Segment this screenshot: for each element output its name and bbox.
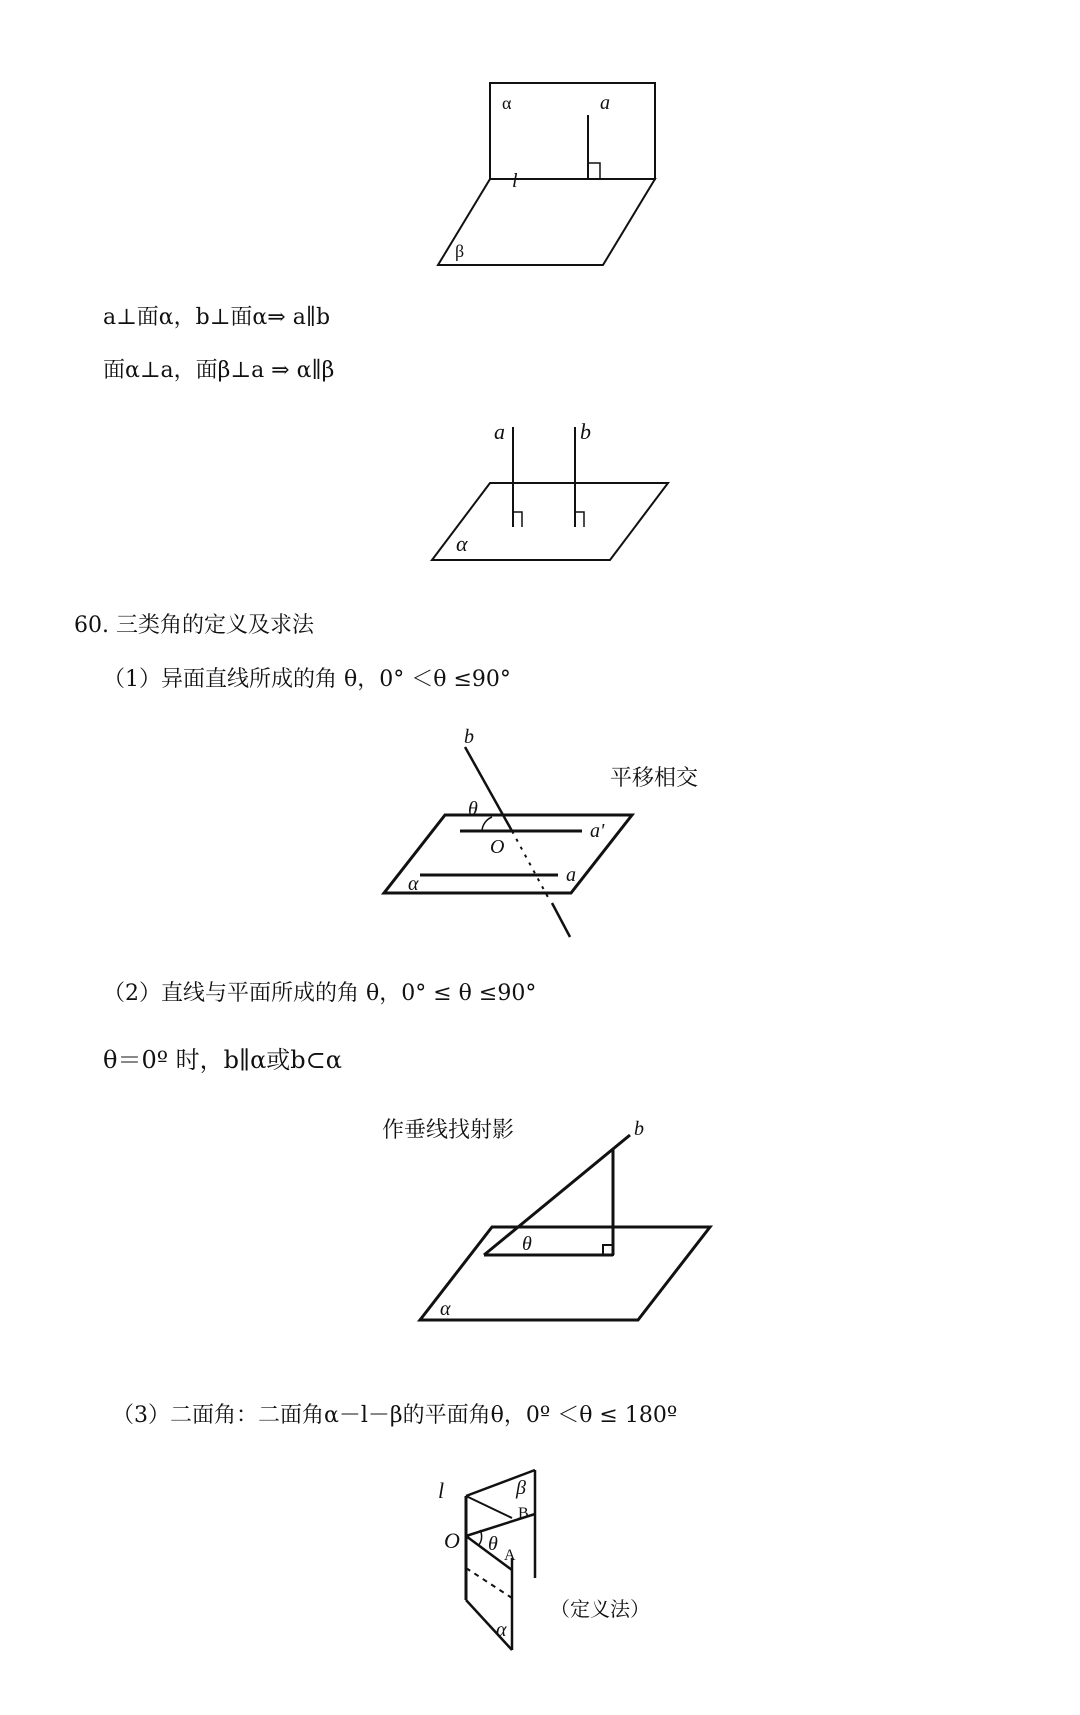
plane-alpha-rect — [490, 83, 655, 179]
label-theta: θ — [468, 798, 478, 820]
theorem-line-1: a⊥面α，b⊥面α⇒ a∥b — [103, 305, 331, 330]
label-O: O — [444, 1528, 460, 1553]
label-A: A — [504, 1547, 516, 1564]
right-angle-mark — [588, 163, 600, 179]
item-2-line-plane-angle: （2）直线与平面所成的角 θ，0° ≤ θ ≤90° — [103, 981, 537, 1006]
right-angle-mark-a — [513, 512, 522, 527]
figure-line-plane-angle — [380, 1105, 720, 1340]
plane-alpha — [420, 1227, 710, 1320]
angle-arc — [482, 817, 492, 831]
label-O: O — [490, 836, 505, 858]
label-l: l — [512, 170, 518, 192]
caption: 平移相交 — [610, 766, 699, 791]
label-beta: β — [516, 1477, 526, 1499]
hidden-edge — [466, 1568, 512, 1598]
right-angle-mark-b — [575, 512, 584, 527]
label-a: a — [494, 419, 505, 444]
line-b-lower — [552, 903, 570, 937]
plane-beta — [438, 179, 655, 265]
label-beta: β — [455, 241, 465, 261]
item-3-dihedral-angle: （3）二面角：二面角α－l－β的平面角θ，0º ＜θ ≤ 180º — [112, 1403, 678, 1428]
label-alpha: α — [502, 93, 512, 113]
label-alpha: α — [456, 531, 468, 556]
label-a: a — [600, 92, 610, 114]
diag-1 — [466, 1496, 512, 1518]
section-heading-60: 60. 三类角的定义及求法 — [74, 613, 314, 638]
label-a-prime: a' — [590, 820, 605, 842]
figure-two-perpendicular-lines — [430, 415, 680, 565]
label-theta: θ — [522, 1233, 532, 1255]
label-alpha: α — [408, 873, 419, 895]
label-alpha: α — [496, 1619, 507, 1641]
label-b: b — [464, 726, 474, 748]
caption: （定义法） — [550, 1597, 650, 1621]
caption: 作垂线找射影 — [382, 1118, 515, 1143]
figure-dihedral-angle — [430, 1458, 680, 1663]
item-1-skew-lines-angle: （1）异面直线所成的角 θ，0° ＜θ ≤90° — [103, 667, 511, 692]
figure-skew-lines-angle — [380, 715, 720, 945]
figure-perpendicular-planes — [430, 75, 670, 275]
label-alpha: α — [440, 1298, 451, 1320]
item-2-note: θ＝0º 时，b∥α或b⊂α — [103, 1046, 342, 1074]
label-theta: θ — [488, 1533, 498, 1555]
label-l: l — [438, 1478, 445, 1503]
theorem-line-2: 面α⊥a，面β⊥a ⇒ α∥β — [103, 358, 335, 383]
line-b — [484, 1135, 630, 1255]
label-B: B — [518, 1505, 529, 1522]
label-b: b — [634, 1118, 644, 1140]
label-b: b — [580, 419, 591, 444]
label-a: a — [566, 864, 576, 886]
line-b-hidden — [512, 831, 550, 901]
